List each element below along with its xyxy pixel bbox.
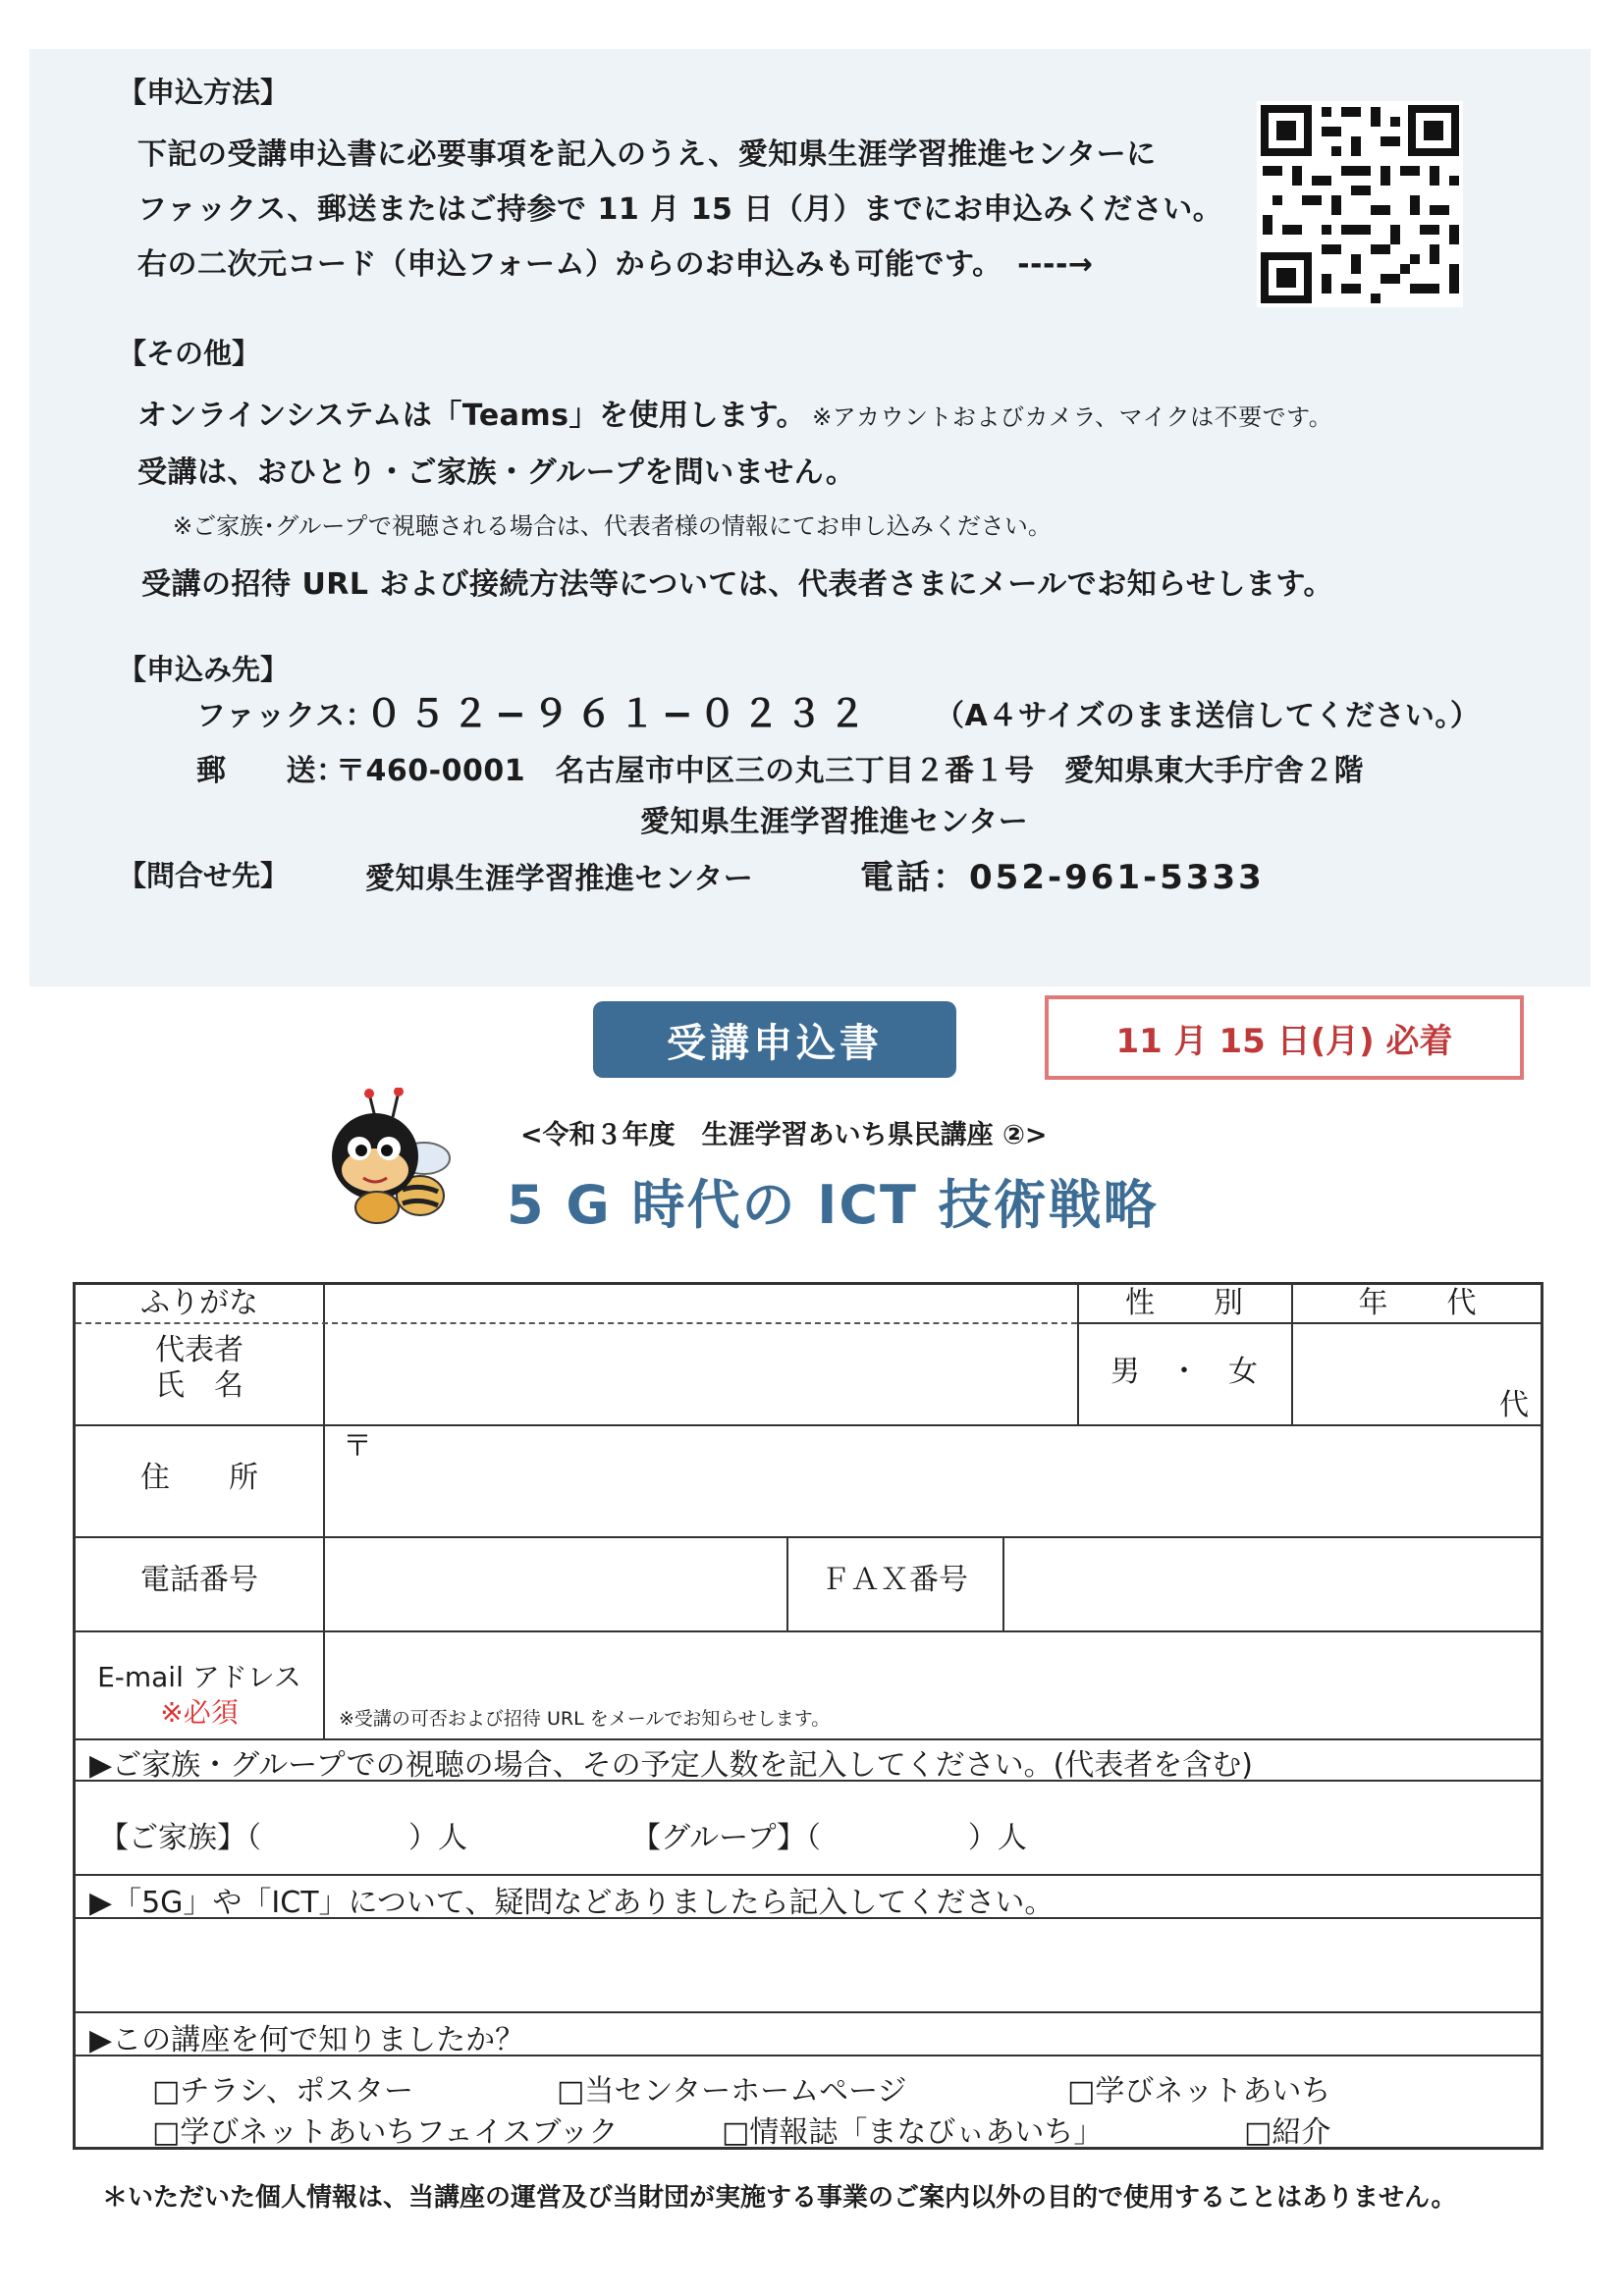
age-unit: 代 [1499,1388,1529,1422]
privacy-footnote: ＊いただいた個人情報は、当講座の運営及び当財団が実施する事業のご案内以外の目的で使用することはありません。 [102,2183,1457,2213]
mail-organization: 愛知県生涯学習推進センター [640,805,1029,839]
furigana-divider [76,1322,1077,1324]
gender-label: 性 別 [1125,1286,1243,1320]
fax-note: （A４サイズのまま送信してください。） [935,699,1481,733]
application-form-table [73,1282,1543,2150]
apply-method-line-1: 下記の受講申込書に必要事項を記入のうえ、愛知県生涯学習推進センターに [137,137,1157,172]
fax-input[interactable] [1004,1538,1543,1629]
other-line-3: ※ご家族･グループで視聴される場合は、代表者様の情報にてお申し込みください。 [173,512,1052,540]
other-heading: 【その他】 [118,337,261,370]
inquiry-organization: 愛知県生涯学習推進センター [365,862,754,896]
age-input[interactable] [1293,1328,1494,1422]
course-subtitle: <令和３年度 生涯学習あいち県民講座 ②> [520,1120,1048,1150]
source-prompt: ▶この講座を何で知りましたか？ [89,2023,525,2057]
deadline-box: 11 月 15 日(月) 必着 [1045,995,1524,1080]
source-option-manabinet[interactable]: □学びネットあいち [1067,2074,1331,2109]
email-label: E-mail アドレス [97,1661,301,1693]
group-count[interactable]: 【グループ】（ ）人 [631,1821,1027,1855]
teams-note: オンラインシステムは「Teams」を使用します。 [137,399,807,433]
source-option-homepage[interactable]: □当センターホームページ [557,2074,907,2109]
row-divider-group [76,1874,1543,1876]
family-count[interactable]: 【ご家族】（ ）人 [99,1821,467,1855]
inquiry-phone: 電話：052-961-5333 [860,858,1265,897]
phone-input[interactable] [325,1538,785,1629]
address-input[interactable] [325,1471,1543,1534]
question-input[interactable] [78,1919,1541,2009]
fax-label: ファックス： [196,699,376,733]
mail-address: 〒460-0001 名古屋市中区三の丸三丁目２番１号 愛知県東大手庁舎２階 [336,754,1365,788]
apply-method-line-3: 右の二次元コード（申込フォーム）からのお申込みも可能です。 ----→ [137,247,1094,282]
age-label: 年 代 [1358,1286,1477,1320]
source-option-magazine[interactable]: □情報誌「まなびぃあいち」 [722,2115,1104,2150]
mail-label: 郵 送： [196,754,347,788]
furigana-label: ふりがな [140,1286,258,1320]
source-option-referral[interactable]: □紹介 [1244,2115,1331,2150]
email-input[interactable] [325,1632,1543,1711]
bee-mascot-icon [314,1088,461,1230]
name-label-top: 代表者 [155,1333,244,1367]
application-form-badge: 受講申込書 [593,1001,956,1078]
account-note: ※アカウントおよびカメラ、マイクは不要です。 [812,403,1333,431]
email-required: ※必須 [160,1696,239,1729]
fax-number-label: ＦＡＸ番号 [821,1563,968,1597]
gender-options[interactable]: 男 ・ 女 [1110,1355,1258,1389]
fax-number: ０５２−９６１−０２３２ [365,692,872,735]
source-option-facebook[interactable]: □学びネットあいちフェイスブック [152,2115,619,2150]
other-line-2: 受講は、おひとり・ご家族・グループを問いません。 [137,455,856,490]
qr-code-icon[interactable] [1257,101,1463,307]
phone-label: 電話番号 [140,1563,258,1597]
source-option-flyer[interactable]: □チラシ、ポスター [152,2074,413,2109]
email-note: ※受講の可否および招待 URL をメールでお知らせします。 [339,1708,831,1730]
destination-heading: 【申込み先】 [118,653,290,686]
postal-mark: 〒 [343,1429,372,1464]
name-input[interactable] [325,1328,1075,1422]
inquiry-heading: 【問合せ先】 [118,859,290,892]
apply-method-line-2: ファックス、郵送またはご持参で 11 月 15 日（月）までにお申込みください。 [137,192,1223,227]
row-divider-name [76,1424,1543,1426]
group-prompt: ▶ご家族・グループでの視聴の場合、その予定人数を記入してください。(代表者を含む) [89,1748,1253,1783]
address-label: 住 所 [140,1461,258,1495]
other-line-1 [137,391,1332,434]
course-title: 5 G 時代の ICT 技術戦略 [507,1174,1159,1236]
gender-age-header-divider [1077,1322,1543,1324]
apply-method-heading: 【申込方法】 [118,76,290,109]
other-line-4: 受講の招待 URL および接続方法等については、代表者さまにメールでお知らせします。 [141,567,1333,602]
question-prompt: ▶「5G」や「ICT」について、疑問などありましたら記入してください。 [89,1886,1055,1920]
name-label-bottom: 氏 名 [155,1368,244,1403]
row-divider-question [76,2011,1543,2013]
